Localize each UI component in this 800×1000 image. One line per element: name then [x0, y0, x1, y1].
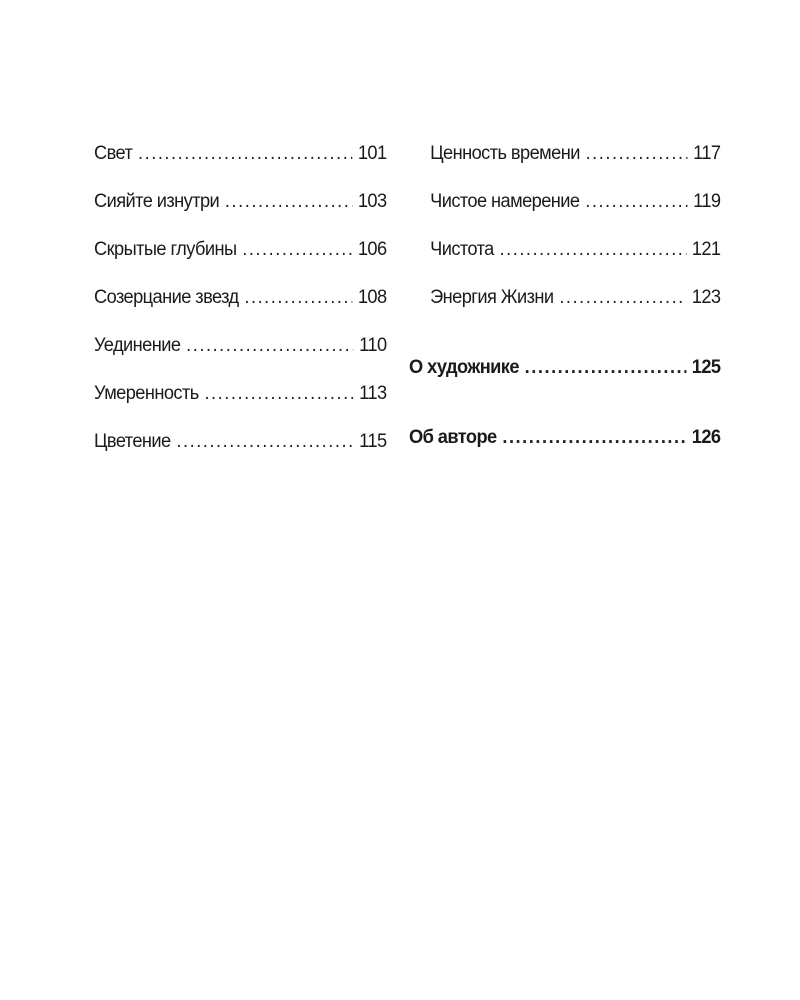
toc-left-column [94, 136, 387, 472]
dot-leader [204, 376, 353, 412]
toc-section-title: Об авторе [409, 427, 497, 448]
toc-entry-page: 103 [357, 191, 387, 212]
toc-entry-title: Скрытые глубины [94, 239, 237, 260]
toc-entry[interactable] [94, 184, 387, 232]
toc-entry-title: Умеренность [94, 383, 199, 404]
toc-entry-title: Цветение [94, 431, 171, 452]
toc-entry-title: Сияйте изнутри [94, 191, 220, 212]
toc-section-entry[interactable] [409, 350, 720, 398]
toc-entry-page: 117 [693, 143, 721, 164]
toc-entry-page: 101 [357, 143, 387, 164]
toc-entry-title: Чистота [430, 239, 494, 260]
toc-entry-page: 110 [359, 335, 387, 356]
toc-entry-page: 121 [691, 239, 721, 260]
toc-entry[interactable] [409, 136, 720, 184]
dot-leader [186, 328, 353, 364]
toc-entry-page: 113 [359, 383, 387, 404]
toc-entry-page: 123 [691, 287, 721, 308]
toc-entry[interactable] [94, 280, 387, 328]
toc-entry[interactable] [94, 136, 387, 184]
dot-leader [242, 232, 352, 268]
dot-leader [586, 136, 688, 172]
toc-right-column [409, 136, 721, 468]
dot-leader [500, 232, 687, 268]
toc-entry-page: 115 [359, 431, 387, 452]
toc-entry-title: Свет [94, 143, 133, 164]
toc-entry-page: 108 [357, 287, 387, 308]
toc-entry[interactable] [409, 184, 720, 232]
toc-section-entry[interactable] [409, 420, 720, 468]
dot-leader [585, 184, 687, 220]
toc-entry[interactable] [94, 328, 387, 376]
toc-entry[interactable] [409, 232, 720, 280]
dot-leader [244, 280, 352, 316]
dot-leader [138, 136, 352, 172]
toc-entry-title: Энергия Жизни [430, 287, 554, 308]
toc-entry-page: 119 [693, 191, 721, 212]
toc-entry-title: Уединение [94, 335, 181, 356]
toc-entry[interactable] [94, 232, 387, 280]
toc-entry[interactable] [94, 376, 387, 424]
dot-leader [525, 350, 686, 386]
toc-section-page: 125 [691, 357, 721, 378]
dot-leader [559, 280, 686, 316]
dot-leader [225, 184, 352, 220]
dot-leader [176, 424, 353, 460]
dot-leader [502, 420, 686, 456]
toc-entry-title: Чистое намерение [430, 191, 580, 212]
toc-entry-title: Ценность времени [430, 143, 580, 164]
toc-entry[interactable] [409, 280, 720, 328]
toc-section-page: 126 [691, 427, 721, 448]
toc-entry-title: Созерцание звезд [94, 287, 239, 308]
toc-entry[interactable] [94, 424, 387, 472]
toc-entry-page: 106 [357, 239, 387, 260]
toc-section-title: О художнике [409, 357, 519, 378]
